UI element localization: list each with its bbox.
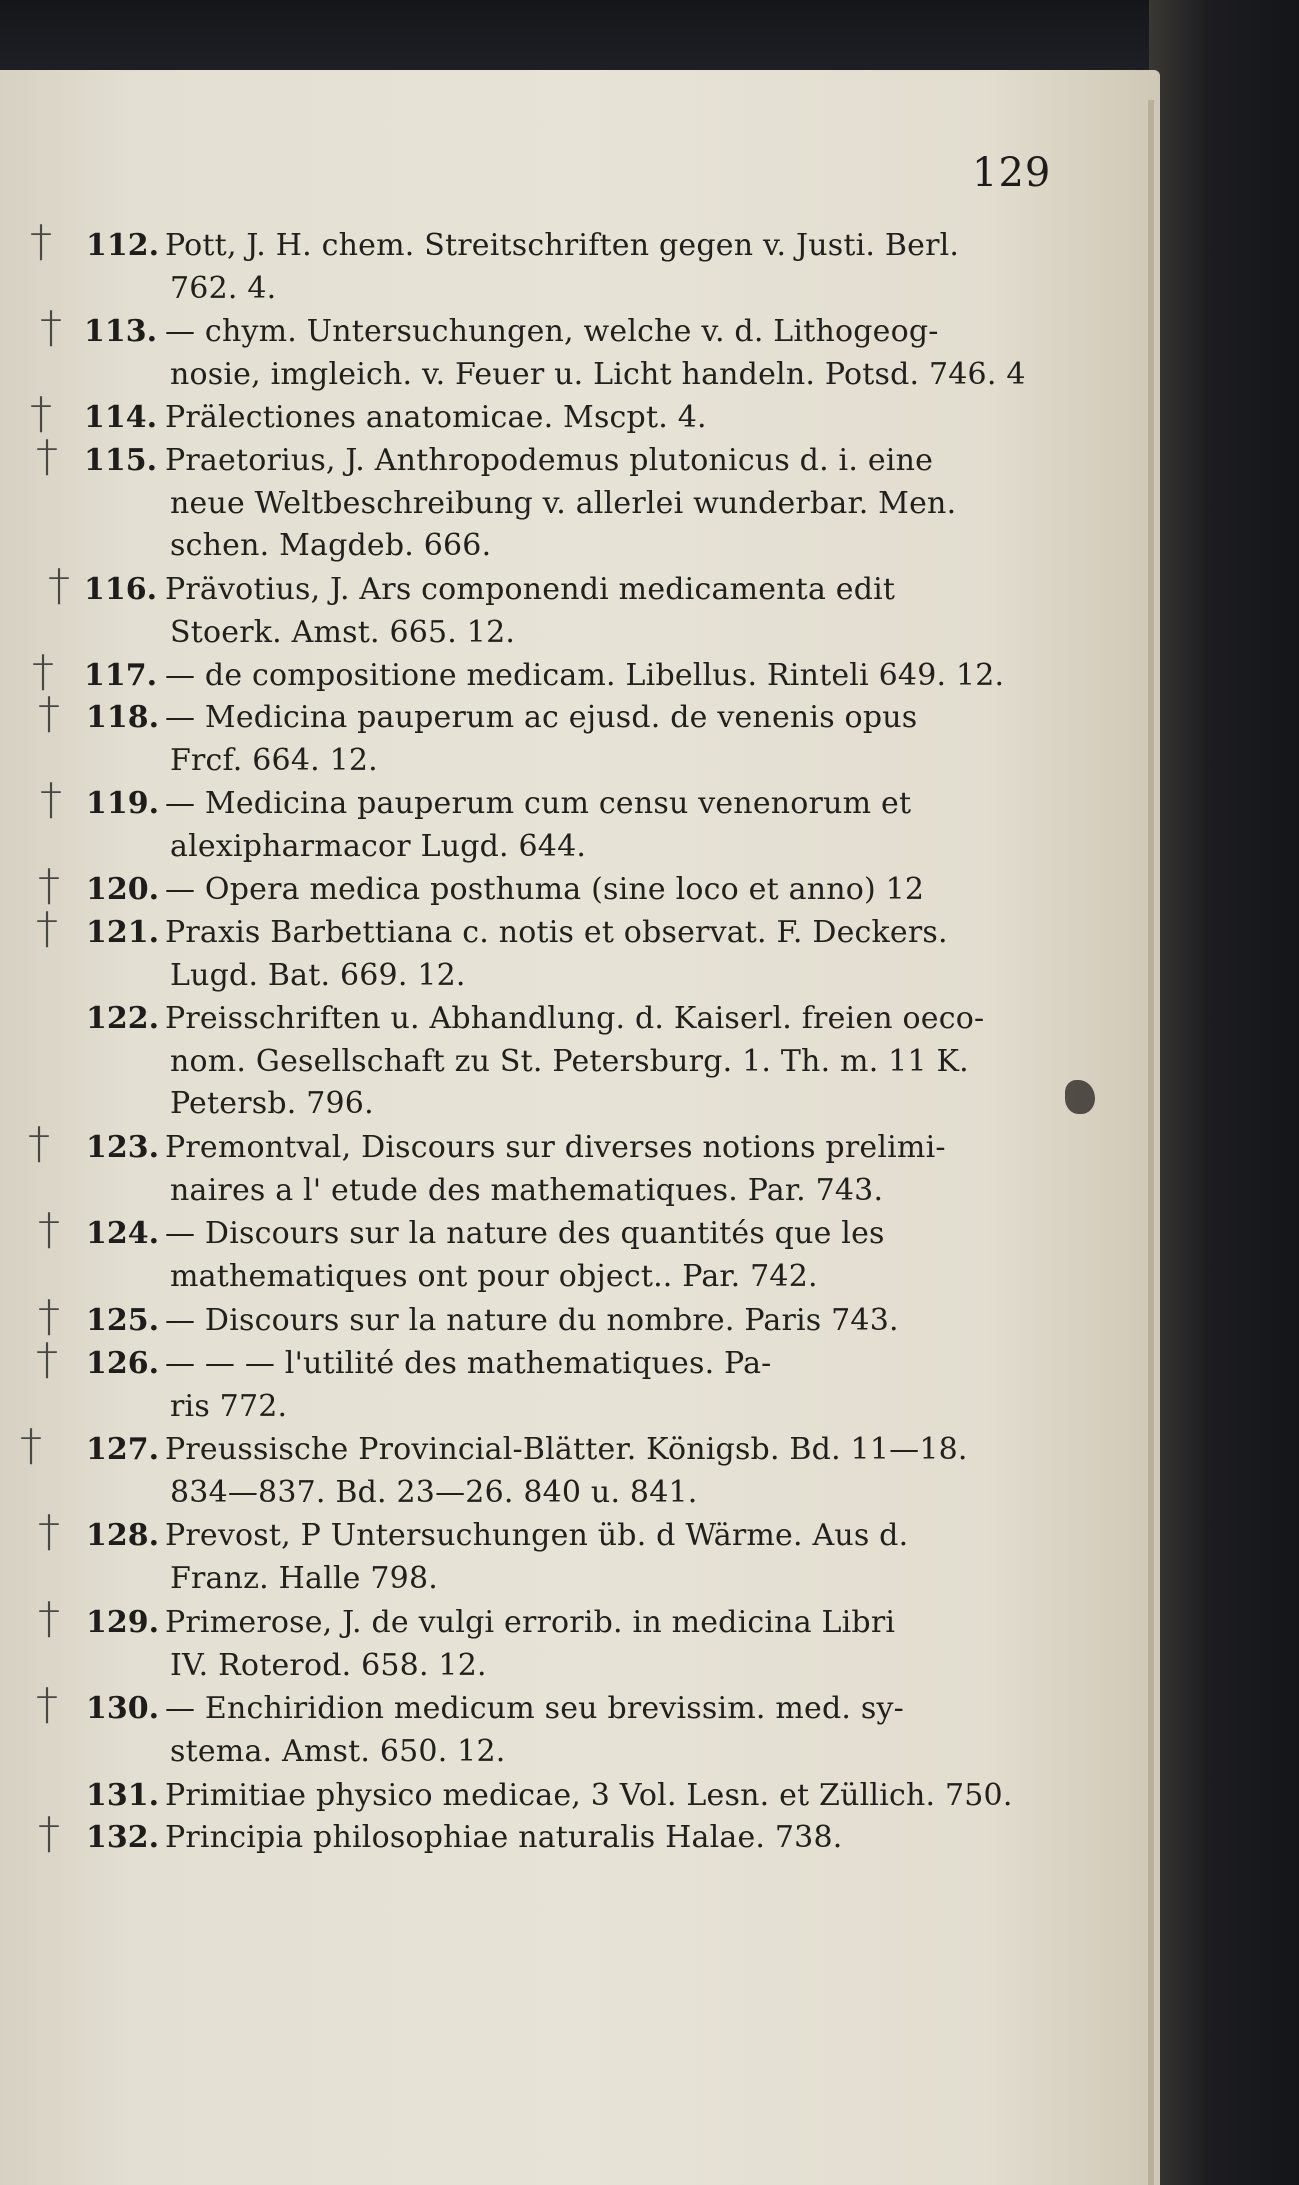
entry-text-line: 762. 4. [170,270,277,306]
entry-text-line: neue Weltbeschreibung v. allerlei wunderbar. Men. [170,485,957,521]
entry-text-line: — Medicina pauperum cum censu venenorum et [165,786,912,821]
entry-text-line: Prävotius, J. Ars componendi medicamenta edit [165,572,896,607]
entry-number: 128. [86,1518,160,1553]
entry-number: 129. [86,1605,160,1640]
entry-number: 131. [86,1778,160,1813]
entry-text-line: — Discours sur la nature des quantités que les [165,1216,885,1251]
entry-text-line: — Enchiridion medicum seu brevissim. med. sy- [165,1691,904,1726]
handwritten-cross-mark-icon: † [40,774,62,825]
entry-number: 123. [86,1130,160,1165]
handwritten-cross-mark-icon: † [38,1204,60,1255]
handwritten-cross-mark-icon: † [36,1334,58,1385]
entry-text-line: Primerose, J. de vulgi errorib. in medicina Libri [165,1605,896,1640]
entry-text-line: Praetorius, J. Anthropodemus plutonicus d. i. eine [165,443,934,478]
entry-text-line: — — — l'utilité des mathematiques. Pa- [165,1346,772,1381]
entry-text-line: Preisschriften u. Abhandlung. d. Kaiserl. freien oeco- [165,1001,985,1036]
handwritten-cross-mark-icon: † [36,1679,58,1730]
entry-number: 112. [86,228,160,263]
entry-number: 118. [86,700,160,735]
entry-text-line: schen. Magdeb. 666. [170,528,492,563]
entry-text-line: Prevost, P Untersuchungen üb. d Wärme. Aus d. [165,1518,909,1553]
entry-text-line: Premontval, Discours sur diverses notions prelimi- [165,1130,946,1165]
book-edge [1149,0,1299,2185]
entry-text-line: mathematiques ont pour object.. Par. 742. [170,1258,818,1294]
entry-text-line: naires a l' etude des mathematiques. Par. 743. [170,1172,884,1208]
handwritten-cross-mark-icon: † [30,388,52,439]
entry-text-line: Preussische Provincial-Blätter. Königsb. Bd. 11—18. [165,1432,968,1467]
entry-text-line: — Medicina pauperum ac ejusd. de venenis opus [165,700,918,735]
entry-number: 127. [86,1432,160,1467]
handwritten-cross-mark-icon: † [32,646,54,697]
handwritten-cross-mark-icon: † [30,216,52,267]
entry-text-line: Principia philosophiae naturalis Halae. 738. [165,1820,843,1855]
entry-text-line: — Discours sur la nature du nombre. Paris 743. [165,1303,899,1338]
entry-number: 132. [86,1820,160,1855]
entry-text-line: nom. Gesellschaft zu St. Petersburg. 1. Th. m. 11 K. [170,1043,969,1079]
entry-number: 116. [84,572,158,607]
handwritten-cross-mark-icon: † [36,903,58,954]
entry-text-line: — de compositione medicam. Libellus. Rinteli 649. 12. [165,658,1005,693]
entry-number: 130. [86,1691,160,1726]
handwritten-cross-mark-icon: † [40,302,62,353]
entry-text-line: Pott, J. H. chem. Streitschriften gegen v. Justi. Berl. [165,228,960,263]
entry-number: 126. [86,1346,160,1381]
entry-text-line: IV. Roterod. 658. 12. [170,1647,487,1683]
handwritten-cross-mark-icon: † [38,688,60,739]
entry-number: 122. [86,1001,160,1036]
entry-number: 113. [84,314,158,349]
entry-text-line: nosie, imgleich. v. Feuer u. Licht handeln. Potsd. 746. 4 [170,356,1026,392]
handwritten-cross-mark-icon: † [38,1593,60,1644]
entry-text-line: Frcf. 664. 12. [170,742,378,778]
entry-text-line: alexipharmacor Lugd. 644. [170,828,587,864]
entry-number: 121. [86,915,160,950]
entry-text-line: Prälectiones anatomicae. Mscpt. 4. [165,400,707,435]
entry-text-line: Primitiae physico medicae, 3 Vol. Lesn. et Züllich. 750. [165,1778,1013,1813]
entry-text-line: Stoerk. Amst. 665. 12. [170,614,516,650]
entry-number: 120. [86,872,160,907]
entry-text-line: Franz. Halle 798. [170,1560,438,1596]
handwritten-cross-mark-icon: † [48,560,70,611]
entry-number: 125. [86,1303,160,1338]
entry-text-line: 834—837. Bd. 23—26. 840 u. 841. [170,1474,698,1510]
handwritten-cross-mark-icon: † [36,431,58,482]
entry-text-line: ris 772. [170,1388,288,1424]
handwritten-cross-mark-icon: † [38,1808,60,1859]
entry-text-line: stema. Amst. 650. 12. [170,1733,506,1769]
entry-number: 124. [86,1216,160,1251]
entry-number: 117. [84,658,158,693]
entry-number: 115. [84,443,158,478]
handwritten-cross-mark-icon: † [28,1118,50,1169]
handwritten-cross-mark-icon: † [20,1420,42,1471]
entry-text-line: Praxis Barbettiana c. notis et observat. F. Deckers. [165,915,948,950]
entry-number: 119. [86,786,160,821]
handwritten-cross-mark-icon: † [38,860,60,911]
entry-text-line: Lugd. Bat. 669. 12. [170,957,466,993]
page-number: 129 [972,150,1052,196]
handwritten-cross-mark-icon: † [38,1506,60,1557]
entry-number: 114. [84,400,158,435]
entry-text-line: — Opera medica posthuma (sine loco et anno) 12 [165,872,925,907]
handwritten-cross-mark-icon: † [38,1291,60,1342]
entry-text-line: Petersb. 796. [170,1086,374,1121]
entry-text-line: — chym. Untersuchungen, welche v. d. Lithogeog- [165,314,939,349]
